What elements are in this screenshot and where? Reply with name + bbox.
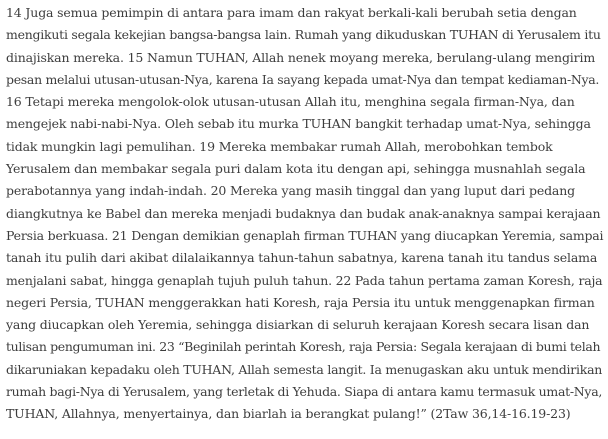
passage-line-last bbox=[6, 403, 603, 425]
passage-line: Persia berkuasa. 21 Dengan demikian genaplah firman TUHAN yang diucapkan Yeremia, sampai bbox=[6, 227, 604, 243]
passage-line: yang diucapkan oleh Yeremia, sehingga disiarkan di seluruh kerajaan Koresh secara lisan dan bbox=[6, 317, 590, 333]
passage-line: dikaruniakan kepadaku oleh TUHAN, Allah semesta langit. Ia menugaskan aku untuk mendirikan bbox=[6, 361, 603, 377]
passage-line: tidak mungkin lagi pemulihan. 19 Mereka membakar rumah Allah, merobohkan tembok bbox=[6, 138, 553, 154]
passage-line: 16 Tetapi mereka mengolok-olok utusan-utusan Allah itu, menghina segala firman-Nya, dan bbox=[6, 94, 575, 110]
passage-line: negeri Persia, TUHAN menggerakkan hati Koresh, raja Persia itu untuk menggenapkan firman bbox=[6, 294, 595, 310]
passage-line: Yerusalem dan membakar segala puri dalam kota itu dengan api, sehingga musnahlah segala bbox=[6, 161, 586, 177]
scripture-reference: (2Taw 36,14-16.19-23) bbox=[430, 406, 571, 422]
passage-line: dinajiskan mereka. 15 Namun TUHAN, Allah nenek moyang mereka, berulang-ulang mengirim bbox=[6, 49, 596, 65]
passage-line: pesan melalui utusan-utusan-Nya, karena Ia sayang kepada umat-Nya dan tempat kediaman-Nya. bbox=[6, 71, 600, 87]
passage-line-text: TUHAN, Allahnya, menyertainya, dan biarlah ia berangkat pulang!” bbox=[6, 406, 427, 422]
passage-line: diangkutnya ke Babel dan mereka menjadi budaknya dan budak anak-anaknya sampai kerajaan bbox=[6, 205, 601, 221]
passage-line: mengejek nabi-nabi-Nya. Oleh sebab itu murka TUHAN bangkit terhadap umat-Nya, sehingga bbox=[6, 116, 591, 132]
passage-line: menjalani sabat, hingga genaplah tujuh puluh tahun. 22 Pada tahun pertama zaman Koresh, raja bbox=[6, 272, 603, 288]
passage-line: tanah itu pulih dari akibat dilalaikannya tahun-tahun sabatnya, karena tanah itu tandus selama bbox=[6, 250, 598, 266]
passage-line: perabotannya yang indah-indah. 20 Mereka yang masih tinggal dan yang luput dari pedang bbox=[6, 183, 575, 199]
passage-line: 14 Juga semua pemimpin di antara para imam dan rakyat berkali-kali berubah setia dengan bbox=[6, 5, 577, 20]
passage-line: rumah bagi-Nya di Yerusalem, yang terletak di Yehuda. Siapa di antara kamu termasuk umat-Nya, bbox=[6, 384, 603, 400]
passage-line: mengikuti segala kekejian bangsa-bangsa lain. Rumah yang dikuduskan TUHAN di Yerusalem itu bbox=[6, 27, 601, 43]
passage-line: tulisan pengumuman ini. 23 “Beginilah perintah Koresh, raja Persia: Segala kerajaan di bumi telah bbox=[6, 339, 601, 355]
